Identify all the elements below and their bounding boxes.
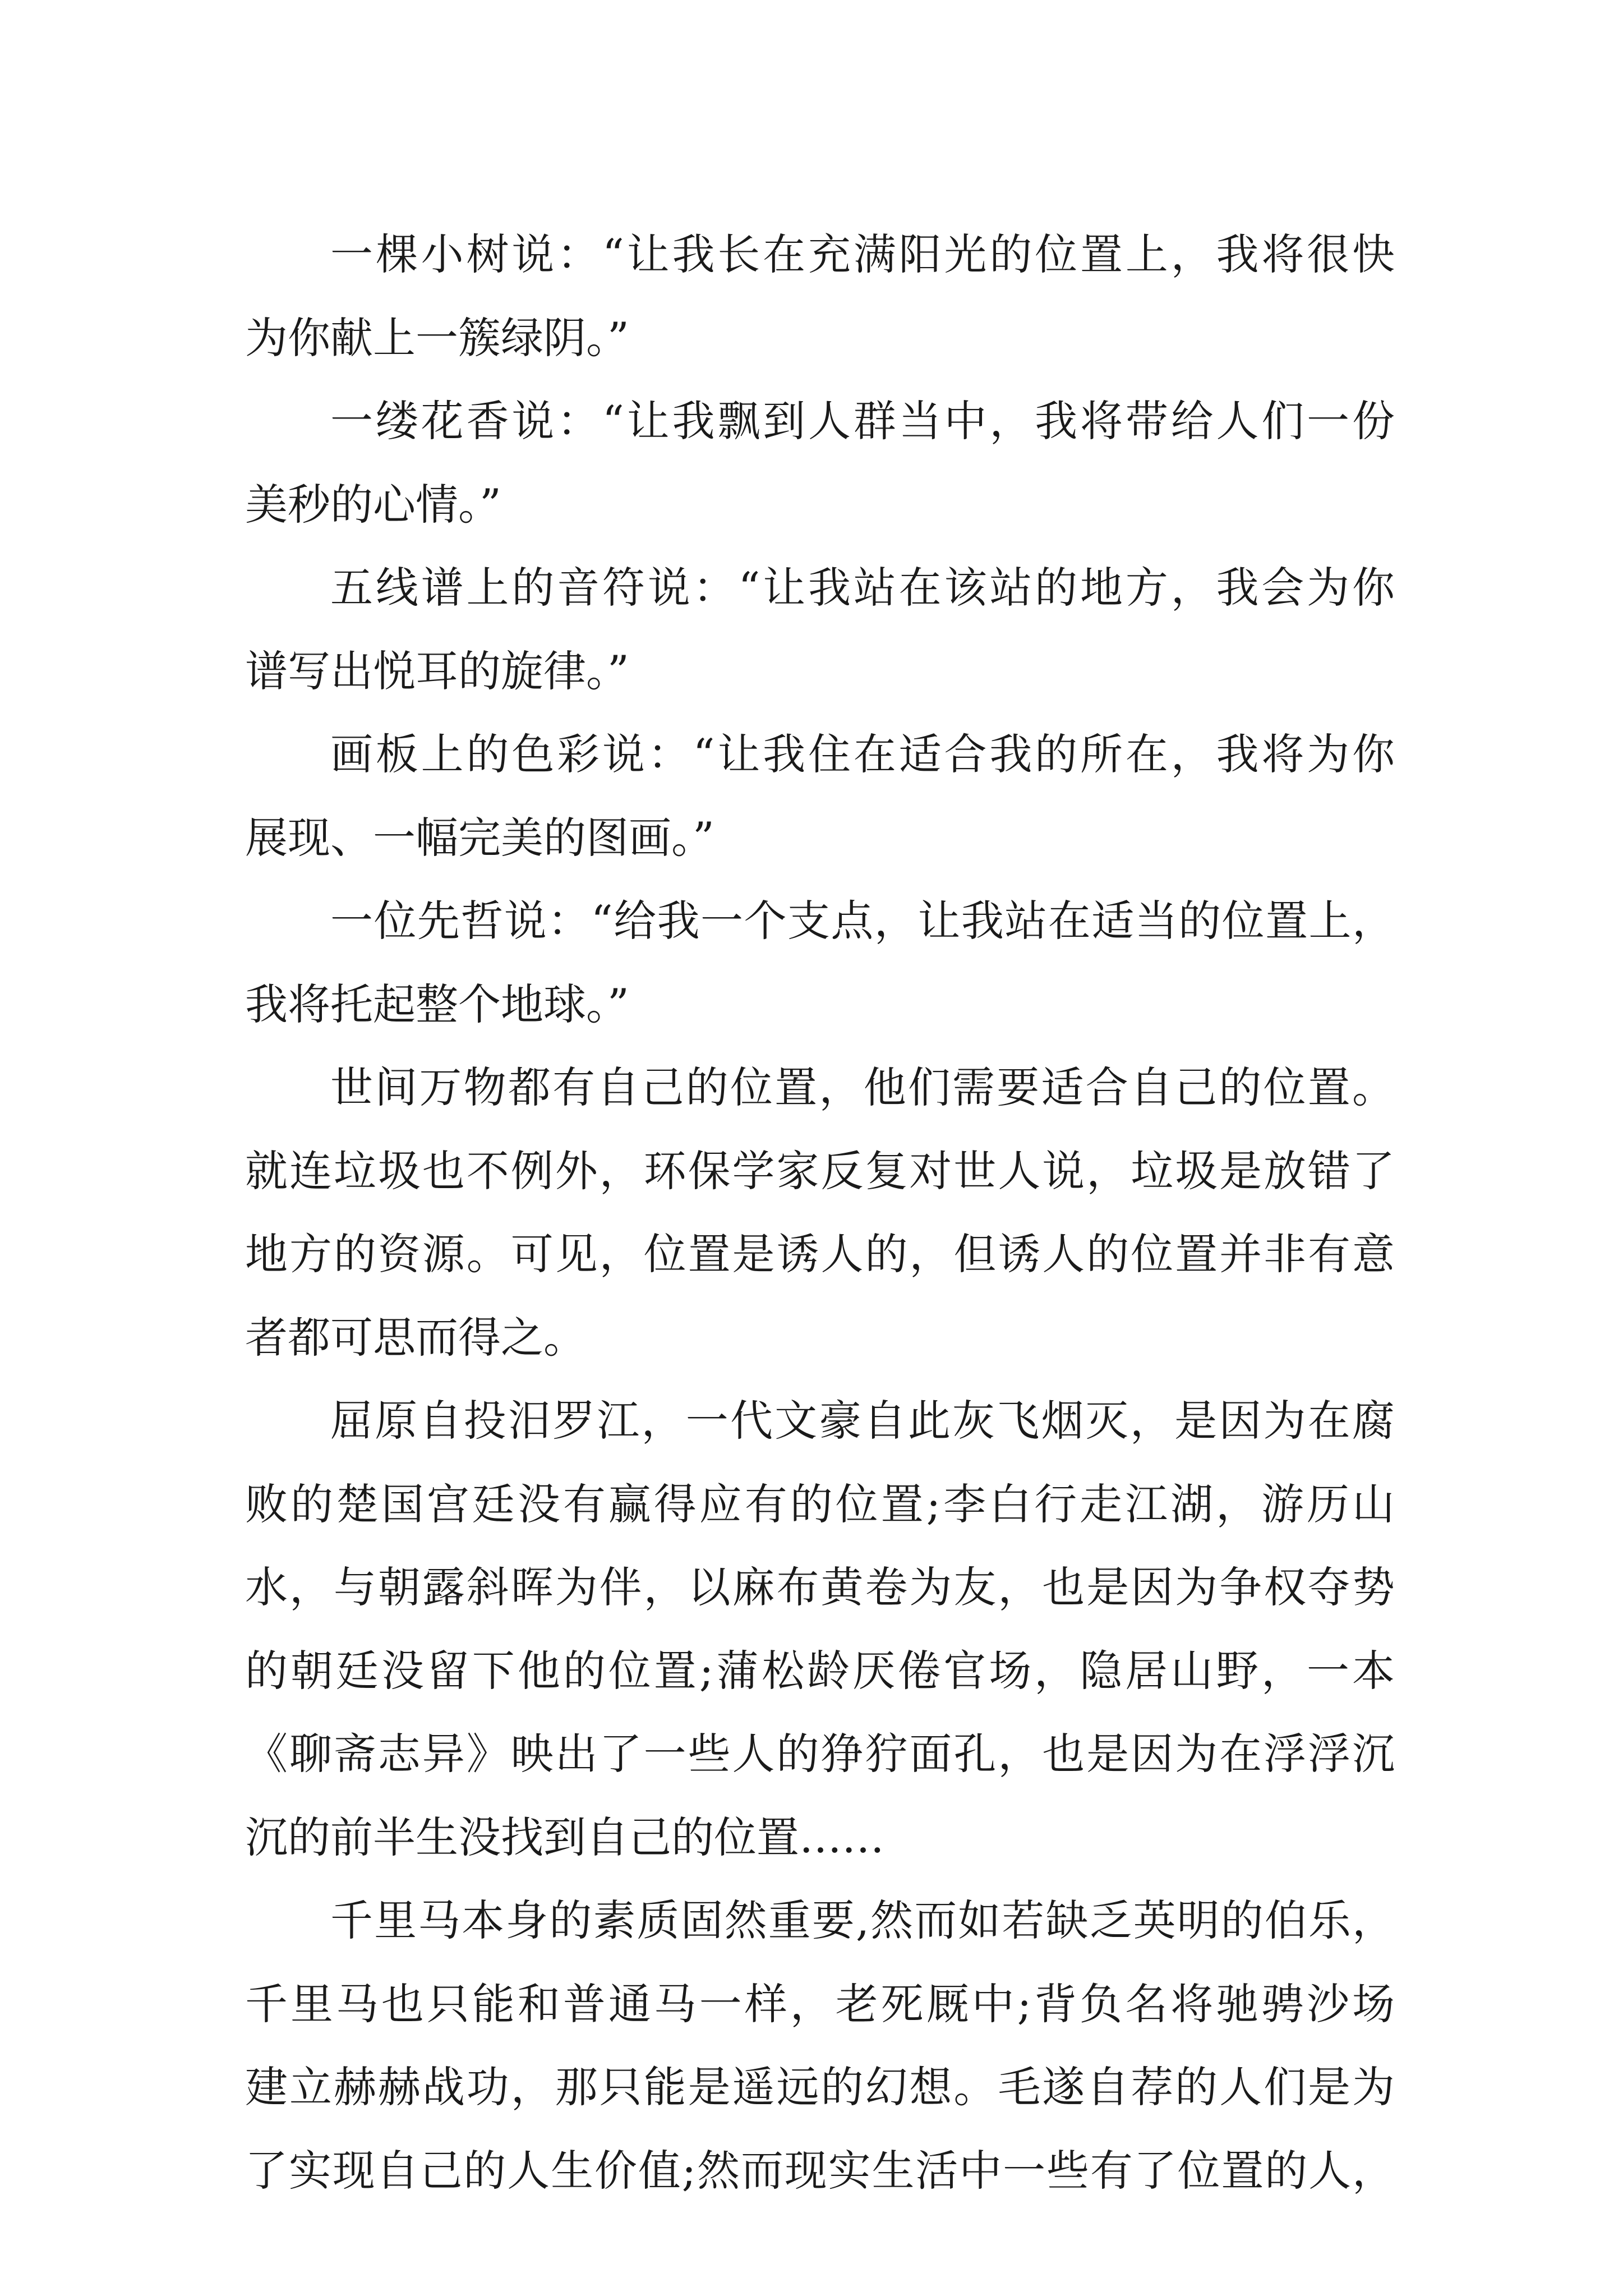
text-line: 《聊斋志异》映出了一些人的狰狞面孔，也是因为在浮浮沉 <box>245 1729 1395 1779</box>
text-line: 五线谱上的音符说：“让我站在该站的地方，我会为你 <box>330 563 1395 613</box>
text-line: 一棵小树说：“让我长在充满阳光的位置上，我将很快 <box>330 229 1395 279</box>
text-line: 我将托起整个地球。” <box>245 979 629 1029</box>
text-line: 者都可思而得之。 <box>245 1312 586 1363</box>
paragraph-5 <box>245 880 1395 1046</box>
paragraph-8 <box>245 1879 1395 2212</box>
paragraph-4 <box>245 713 1395 880</box>
text-line: 谱写出悦耳的旋律。” <box>245 646 629 696</box>
text-line: 展现、一幅完美的图画。” <box>245 812 714 863</box>
paragraph-7 <box>245 1379 1395 1879</box>
text-line: 画板上的色彩说：“让我住在适合我的所在，我将为你 <box>330 729 1395 779</box>
text-line: 地方的资源。可见，位置是诱人的，但诱人的位置并非有意 <box>245 1229 1395 1279</box>
text-line: 败的楚国宫廷没有赢得应有的位置;李白行走江湖，游历山 <box>245 1479 1395 1529</box>
text-line: 水，与朝露斜晖为伴，以麻布黄卷为友，也是因为争权夺势 <box>245 1562 1395 1612</box>
text-line: 的朝廷没留下他的位置;蒲松龄厌倦官场，隐居山野，一本 <box>245 1645 1395 1696</box>
text-line: 了实现自己的人生价值;然而现实生活中一些有了位置的人， <box>245 2145 1395 2196</box>
paragraph-1 <box>245 213 1395 380</box>
text-line: 屈原自投汨罗江，一代文豪自此灰飞烟灭，是因为在腐 <box>330 1396 1395 1446</box>
text-line: 为你献上一簇绿阴。” <box>245 312 629 363</box>
text-line: 就连垃圾也不例外，环保学家反复对世人说，垃圾是放错了 <box>245 1145 1395 1196</box>
text-line: 世间万物都有自己的位置，他们需要适合自己的位置。 <box>330 1062 1395 1112</box>
paragraph-6 <box>245 1046 1395 1379</box>
text-line: 沉的前半生没找到自己的位置…… <box>245 1812 884 1862</box>
text-line: 美秒的心情。” <box>245 479 501 530</box>
text-line: 一缕花香说：“让我飘到人群当中，我将带给人们一份 <box>330 396 1395 446</box>
text-line: 建立赫赫战功，那只能是遥远的幻想。毛遂自荐的人们是为 <box>245 2062 1395 2112</box>
text-line: 一位先哲说：“给我一个支点，让我站在适当的位置上， <box>330 896 1395 946</box>
document-body <box>245 213 1395 2212</box>
text-line: 千里马本身的素质固然重要,然而如若缺乏英明的伯乐， <box>330 1895 1395 1945</box>
paragraph-2 <box>245 380 1395 546</box>
text-line: 千里马也只能和普通马一样，老死厩中;背负名将驰骋沙场 <box>245 1978 1395 2029</box>
paragraph-3 <box>245 546 1395 713</box>
